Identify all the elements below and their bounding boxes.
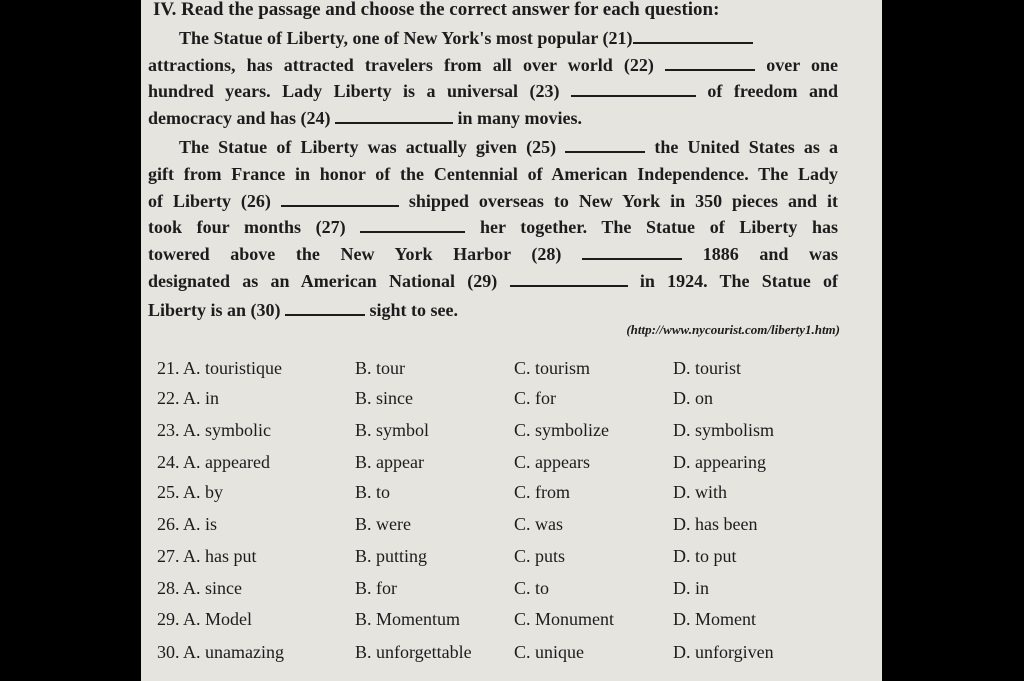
passage-line-8 xyxy=(148,216,838,238)
option-27-c[interactable]: C. puts xyxy=(514,546,566,566)
blank-23[interactable] xyxy=(571,81,696,97)
passage-text: the United States as a xyxy=(654,137,839,157)
option-25-b[interactable]: B. to xyxy=(355,482,391,502)
option-29-d[interactable]: D. Moment xyxy=(673,609,756,629)
passage-text: democracy and has (24) xyxy=(148,108,331,128)
blank-21[interactable] xyxy=(633,28,753,44)
option-30-b[interactable]: B. unforgettable xyxy=(355,642,472,662)
option-22-c[interactable]: C. for xyxy=(514,388,556,408)
option-24-d[interactable]: D. appearing xyxy=(673,452,766,472)
option-27-d[interactable]: D. to put xyxy=(673,546,737,566)
passage-text: The Statue of Liberty was actually given (25) xyxy=(179,137,557,157)
passage-text: in many movies. xyxy=(457,108,583,128)
option-23-a[interactable]: 23. A. symbolic xyxy=(157,420,272,440)
option-27-a[interactable]: 27. A. has put xyxy=(157,546,257,566)
option-21-d[interactable]: D. tourist xyxy=(673,358,742,378)
blank-26[interactable] xyxy=(281,191,399,207)
option-22-b[interactable]: B. since xyxy=(355,388,413,408)
passage-text: sight to see. xyxy=(369,300,458,320)
worksheet-page xyxy=(141,0,882,681)
blank-27[interactable] xyxy=(360,217,465,233)
option-26-a[interactable]: 26. A. is xyxy=(157,514,218,534)
option-29-b[interactable]: B. Momentum xyxy=(355,609,461,629)
option-30-c[interactable]: C. unique xyxy=(514,642,584,662)
source-citation: (http://www.nycourist.com/liberty1.htm) xyxy=(626,322,840,337)
option-28-c[interactable]: C. to xyxy=(514,578,550,598)
passage-text: of freedom and xyxy=(707,81,838,101)
passage-text: attractions, has attracted travelers from all over world (22) xyxy=(148,55,654,75)
option-24-a[interactable]: 24. A. appeared xyxy=(157,452,270,472)
passage-line-10 xyxy=(148,270,838,292)
option-27-b[interactable]: B. putting xyxy=(355,546,428,566)
exercise-title: IV. Read the passage and choose the correct answer for each question: xyxy=(153,0,720,20)
option-23-d[interactable]: D. symbolism xyxy=(673,420,775,440)
passage-line-11 xyxy=(148,299,838,321)
option-26-c[interactable]: C. was xyxy=(514,514,563,534)
passage-line-2 xyxy=(148,54,838,76)
passage-text: of Liberty (26) xyxy=(148,191,271,211)
blank-25[interactable] xyxy=(565,137,645,153)
blank-24[interactable] xyxy=(335,108,453,124)
option-21-a[interactable]: 21. A. touristique xyxy=(157,358,282,378)
option-25-d[interactable]: D. with xyxy=(673,482,727,502)
passage-line-4 xyxy=(148,107,838,129)
passage-line-7 xyxy=(148,190,838,212)
blank-22[interactable] xyxy=(665,55,755,71)
option-21-b[interactable]: B. tour xyxy=(355,358,406,378)
option-26-b[interactable]: B. were xyxy=(355,514,411,534)
blank-28[interactable] xyxy=(582,244,682,260)
blank-29[interactable] xyxy=(510,271,628,287)
passage-line-5 xyxy=(148,136,838,158)
option-28-d[interactable]: D. in xyxy=(673,578,709,598)
option-28-b[interactable]: B. for xyxy=(355,578,397,598)
passage-text: over one xyxy=(766,55,839,75)
option-28-a[interactable]: 28. A. since xyxy=(157,578,242,598)
passage-text: shipped overseas to New York in 350 pieces and it xyxy=(408,191,838,211)
passage-text: designated as an American National (29) xyxy=(148,271,498,291)
passage-text: in 1924. The Statue of xyxy=(639,271,839,291)
option-24-c[interactable]: C. appears xyxy=(514,452,590,472)
passage-text: Liberty is an (30) xyxy=(148,300,281,320)
passage-line-3 xyxy=(148,80,838,102)
passage-line-6: gift from France in honor of the Centennial of American Independence. The Lady xyxy=(148,164,838,184)
option-24-b[interactable]: B. appear xyxy=(355,452,424,472)
option-30-d[interactable]: D. unforgiven xyxy=(673,642,774,662)
option-26-d[interactable]: D. has been xyxy=(673,514,758,534)
blank-30[interactable] xyxy=(285,300,365,316)
option-25-c[interactable]: C. from xyxy=(514,482,570,502)
option-23-b[interactable]: B. symbol xyxy=(355,420,430,440)
option-21-c[interactable]: C. tourism xyxy=(514,358,591,378)
passage-text: The Statue of Liberty, one of New York's most popular (21) xyxy=(179,28,633,48)
passage-text: towered above the New York Harbor (28) xyxy=(148,244,562,264)
passage-text: took four months (27) xyxy=(148,217,346,237)
passage-text: hundred years. Lady Liberty is a universal (23) xyxy=(148,81,560,101)
option-22-d[interactable]: D. on xyxy=(673,388,713,408)
passage-line-9 xyxy=(148,243,838,265)
option-29-c[interactable]: C. Monument xyxy=(514,609,615,629)
option-30-a[interactable]: 30. A. unamazing xyxy=(157,642,284,662)
passage-line-1 xyxy=(148,27,838,49)
option-23-c[interactable]: C. symbolize xyxy=(514,420,609,440)
passage-text: 1886 and was xyxy=(702,244,839,264)
passage-text: her together. The Statue of Liberty has xyxy=(479,217,838,237)
option-25-a[interactable]: 25. A. by xyxy=(157,482,224,502)
option-29-a[interactable]: 29. A. Model xyxy=(157,609,253,629)
option-22-a[interactable]: 22. A. in xyxy=(157,388,220,408)
